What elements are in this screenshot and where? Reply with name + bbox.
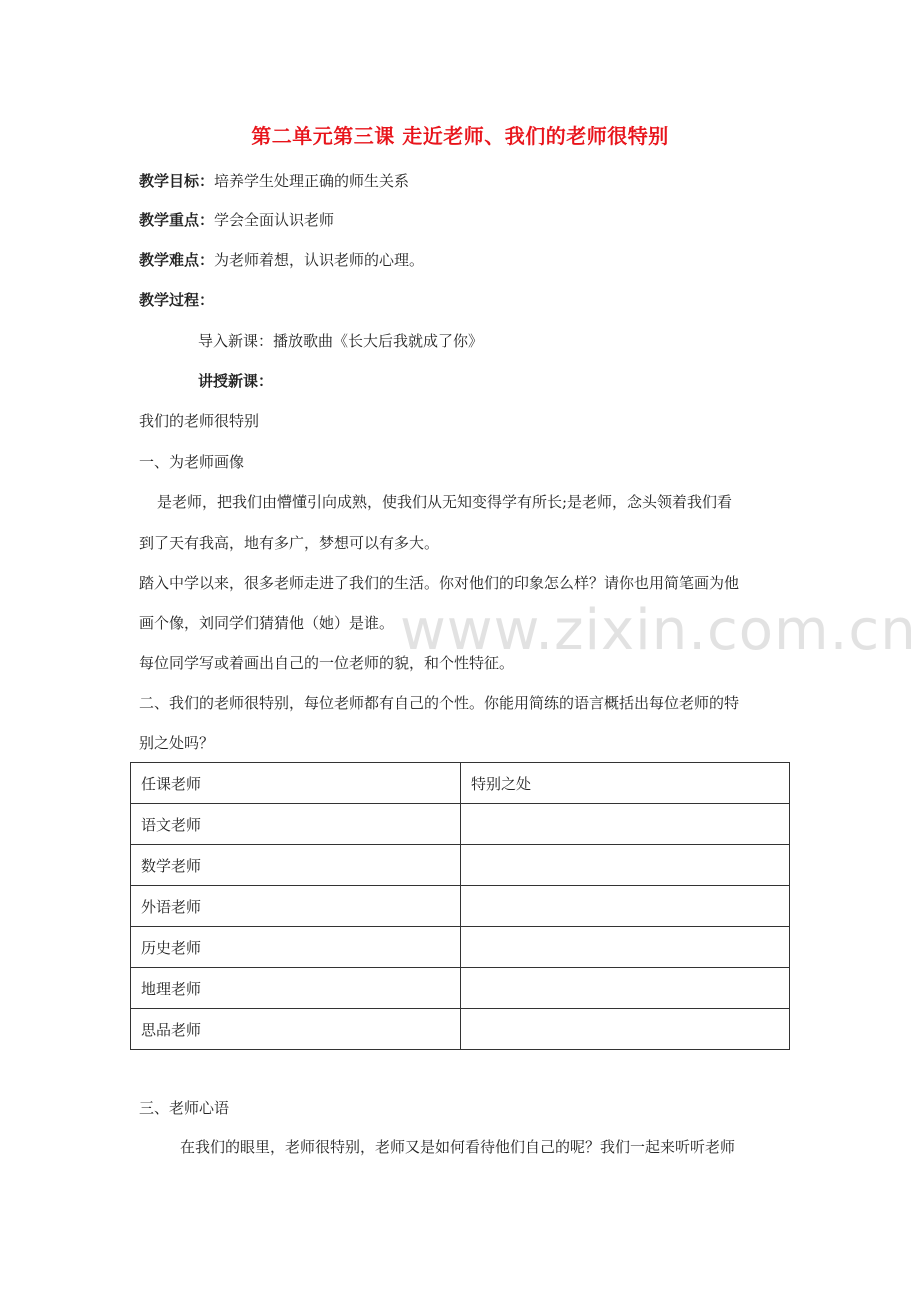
part1-p3: 每位同学写或着画出自己的一位老师的貌，和个性特征。 [139,654,515,672]
table-row [131,927,790,968]
table-cell-teacher: 语文老师 [131,804,461,845]
lecture-line [198,370,273,392]
table-cell-teacher: 数学老师 [131,845,461,886]
table-row [131,968,790,1009]
teacher-table [130,762,790,1050]
table-cell-special [461,886,790,927]
keypoint-text: 学会全面认识老师 [214,211,335,229]
lecture-label: 讲授新课： [198,372,274,390]
table-header-cell: 特别之处 [461,763,790,804]
table-cell-teacher: 外语老师 [131,886,461,927]
table-row [131,845,790,886]
section-title: 我们的老师很特别 [139,412,260,430]
table-cell-special [461,845,790,886]
part1-heading: 一、为老师画像 [139,453,245,471]
objective-label: 教学目标： [139,172,215,190]
difficulty-text: 为老师着想，认识老师的心理。 [214,251,425,269]
document-title: 第二单元第三课 走近老师、我们的老师很特别 [251,124,669,148]
table-header-row [131,763,790,804]
part2-line1: 二、我们的老师很特别，每位老师都有自己的个性。你能用简练的语言概括出每位老师的特 [139,694,740,712]
process-line [139,289,214,311]
objective-text: 培养学生处理正确的师生关系 [214,172,410,190]
difficulty-line [139,249,424,271]
table-cell-special [461,1009,790,1050]
part1-p1-line2: 到了天有我高，地有多广，梦想可以有多大。 [139,534,440,552]
table-cell-special [461,968,790,1009]
intro-line: 导入新课：播放歌曲《长大后我就成了你》 [198,332,484,350]
part2-line2: 别之处吗？ [139,734,215,752]
objective-line [139,170,409,192]
watermark: www.zixin.com.cn [400,598,917,663]
difficulty-label: 教学难点： [139,251,215,269]
keypoint-label: 教学重点： [139,211,215,229]
part3-heading: 三、老师心语 [139,1099,230,1117]
table-cell-teacher: 思品老师 [131,1009,461,1050]
table-cell-teacher: 地理老师 [131,968,461,1009]
process-label: 教学过程： [139,291,215,309]
keypoint-line [139,209,334,231]
part3-p1: 在我们的眼里，老师很特别，老师又是如何看待他们自己的呢？我们一起来听听老师 [180,1138,736,1156]
part1-p2-line2: 画个像，刘同学们猜猜他（她）是谁。 [139,614,395,632]
table-row [131,886,790,927]
table-cell-special [461,804,790,845]
part1-p2-line1: 踏入中学以来，很多老师走进了我们的生活。你对他们的印象怎么样？请你也用简笔画为他 [139,574,740,592]
table-cell-teacher: 历史老师 [131,927,461,968]
table-row [131,804,790,845]
part1-p1-line1: 是老师，把我们由懵懂引向成熟，使我们从无知变得学有所长;是老师，念头领着我们看 [157,493,733,511]
table-header-cell: 任课老师 [131,763,461,804]
table-row [131,1009,790,1050]
table-cell-special [461,927,790,968]
